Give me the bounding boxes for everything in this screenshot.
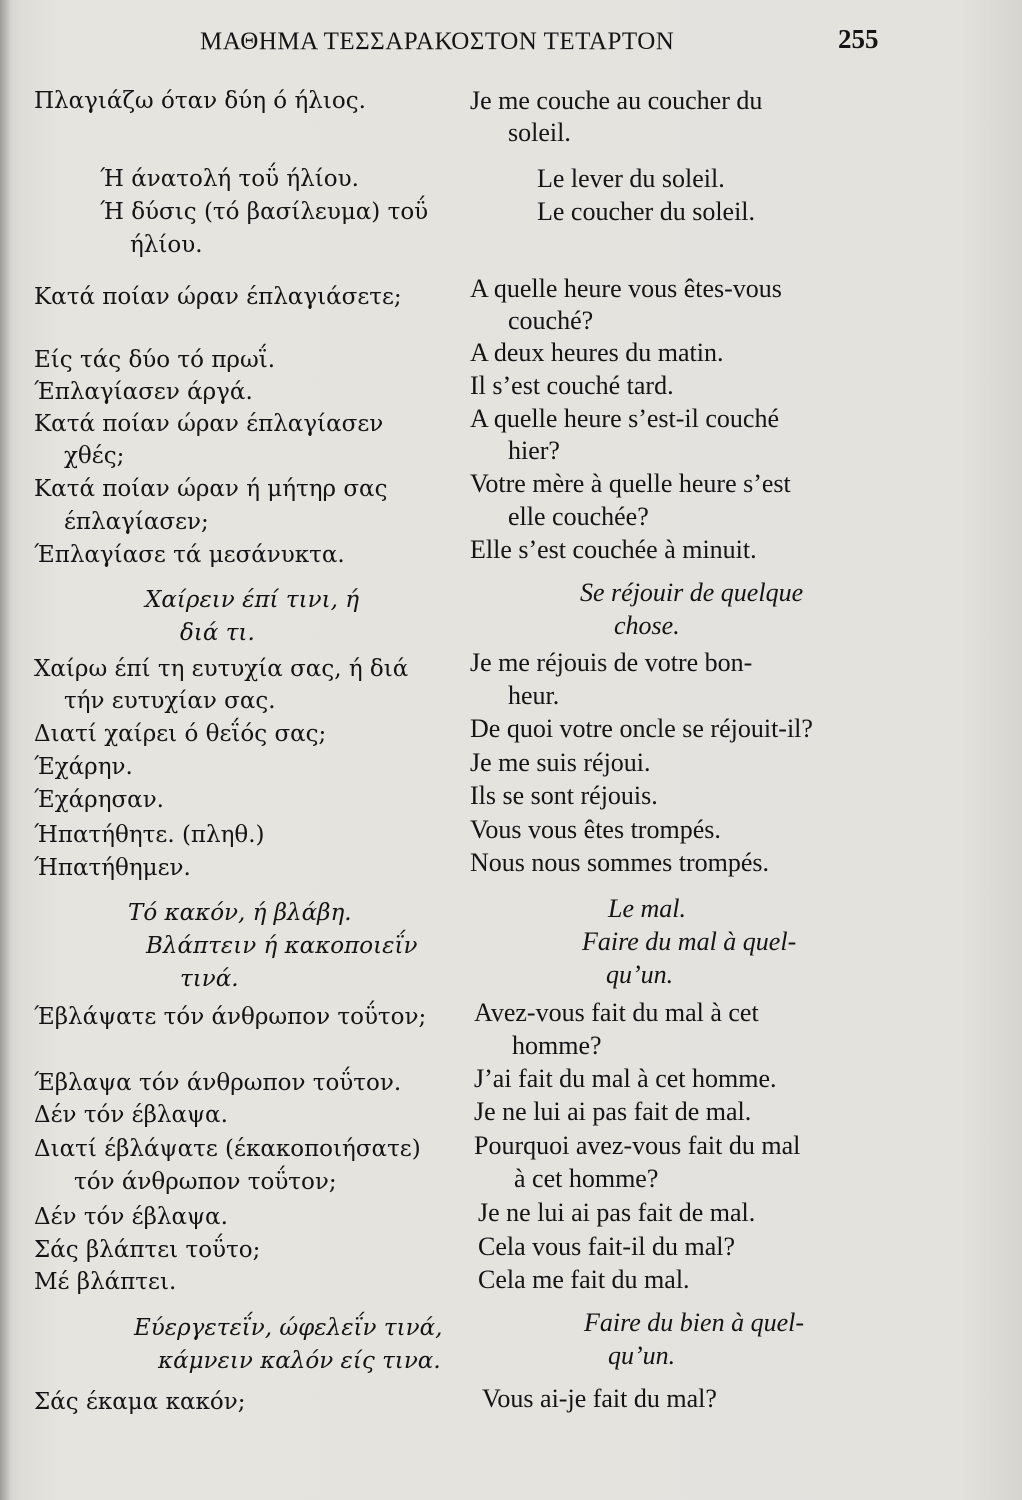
running-title: ΜΑΘΗΜΑ ΤΕΣΣΑΡΑΚΟΣΤΟΝ ΤΕΤΑΡΤΟΝ [200,28,675,55]
french-line: Cela vous fait-il du mal? [478,1232,736,1261]
greek-line: Διατί έβλάψατε (έκακοποιήσατε) [34,1136,421,1162]
greek-line: Έχάρην. [34,754,133,780]
greek-line: Τό κακόν, ή βλάβη. [128,900,352,926]
french-line: Je me couche au coucher du [470,86,763,115]
french-line: homme? [512,1031,602,1060]
greek-line: Έβλάψατε τόν άνθρωπον τοΰτον; [34,1004,427,1030]
french-line: Le coucher du soleil. [537,197,756,226]
french-line: Vous vous êtes trompés. [470,815,721,844]
french-line: chose. [614,611,680,640]
greek-line: Κατά ποίαν ώραν ή μήτηρ σας [34,476,388,502]
greek-line: Βλάπτειν ή κακοποιεΐν [146,933,418,959]
french-line: Votre mère à quelle heure s’est [470,469,791,498]
french-line: Ils se sont réjouis. [470,781,658,810]
greek-line: ήλίου. [130,232,203,258]
greek-line: Έπλαγίασεν άργά. [34,379,253,405]
page-header [0,24,1022,68]
french-line: couché? [508,306,594,335]
greek-line: Κατά ποίαν ώραν έπλαγίασεν [34,411,384,437]
greek-line: Πλαγιάζω όταν δύη ό ήλιος. [34,88,366,114]
greek-line: Έβλαψα τόν άνθρωπον τοΰτον. [34,1070,402,1096]
greek-line: Σάς βλάπτει τοΰτο; [34,1237,261,1263]
greek-line: έπλαγίασεν; [64,509,209,535]
greek-line: Ή δύσις (τό βασίλευμα) τοΰ [100,199,429,225]
french-line: hier? [508,436,560,465]
french-line: Le mal. [608,894,686,923]
french-line: à cet homme? [514,1164,659,1193]
french-line: Je me réjouis de votre bon- [470,648,753,677]
page-number: 255 [838,24,879,54]
french-line: Se réjouir de quelque [580,578,804,607]
greek-line: Έπλαγίασε τά μεσάνυκτα. [34,542,345,568]
greek-line: τήν ευτυχίαν σας. [64,688,276,714]
french-line: A deux heures du matin. [470,338,724,367]
french-line: soleil. [508,118,571,147]
french-line: Il s’est couché tard. [470,371,674,400]
greek-line: Είς τάς δύο τό πρωΐ. [34,347,276,373]
greek-line: Ή άνατολή τοΰ ήλίου. [100,166,359,192]
greek-line: διά τι. [180,620,255,646]
french-line: De quoi votre oncle se réjouit-il? [470,714,813,743]
french-line: heur. [508,681,560,710]
greek-line: τόν άνθρωπον τοΰτον; [74,1169,337,1195]
french-line: Avez-vous fait du mal à cet [474,998,759,1027]
french-line: Je ne lui ai pas fait de mal. [478,1198,756,1227]
greek-line: τινά. [180,966,239,992]
greek-line: κάμνειν καλόν είς τινα. [158,1348,441,1374]
greek-line: Ήπατήθημεν. [34,855,191,881]
greek-line: Ήπατήθητε. (πληθ.) [34,822,265,848]
french-line: Vous ai-je fait du mal? [482,1384,717,1413]
french-line: Nous nous sommes trompés. [470,848,769,877]
greek-line: Δέν τόν έβλαψα. [34,1204,228,1230]
greek-line: Χαίρειν έπί τινι, ή [145,587,360,613]
greek-line: Εύεργετεΐν, ώφελεΐν τινά, [134,1315,443,1341]
greek-line: Διατί χαίρει ό θεΐός σας; [34,721,327,747]
french-line: Elle s’est couchée à minuit. [470,535,757,564]
greek-line: Χαίρω έπί τη ευτυχία σας, ή διά [34,656,409,682]
french-line: qu’un. [606,960,674,989]
greek-line: Μέ βλάπτει. [34,1269,177,1295]
french-line: Pourquoi avez-vous fait du mal [474,1131,801,1160]
greek-line: χθές; [64,443,125,469]
french-line: Je ne lui ai pas fait de mal. [474,1097,752,1126]
french-line: Faire du bien à quel- [584,1308,804,1337]
french-line: A quelle heure vous êtes-vous [470,274,782,303]
french-line: qu’un. [608,1341,676,1370]
page-spine-shadow [0,0,10,1500]
french-line: Je me suis réjoui. [470,748,651,777]
french-line: Faire du mal à quel- [582,927,797,956]
greek-line: Δέν τόν έβλαψα. [34,1102,228,1128]
french-line: A quelle heure s’est-il couché [470,404,779,433]
french-line: Le lever du soleil. [537,164,725,193]
greek-line: Σάς έκαμα κακόν; [34,1389,246,1415]
french-line: Cela me fait du mal. [478,1265,690,1294]
greek-line: Έχάρησαν. [34,787,164,813]
greek-line: Κατά ποίαν ώραν έπλαγιάσετε; [34,284,402,310]
french-line: J’ai fait du mal à cet homme. [474,1064,777,1093]
french-line: elle couchée? [508,502,649,531]
